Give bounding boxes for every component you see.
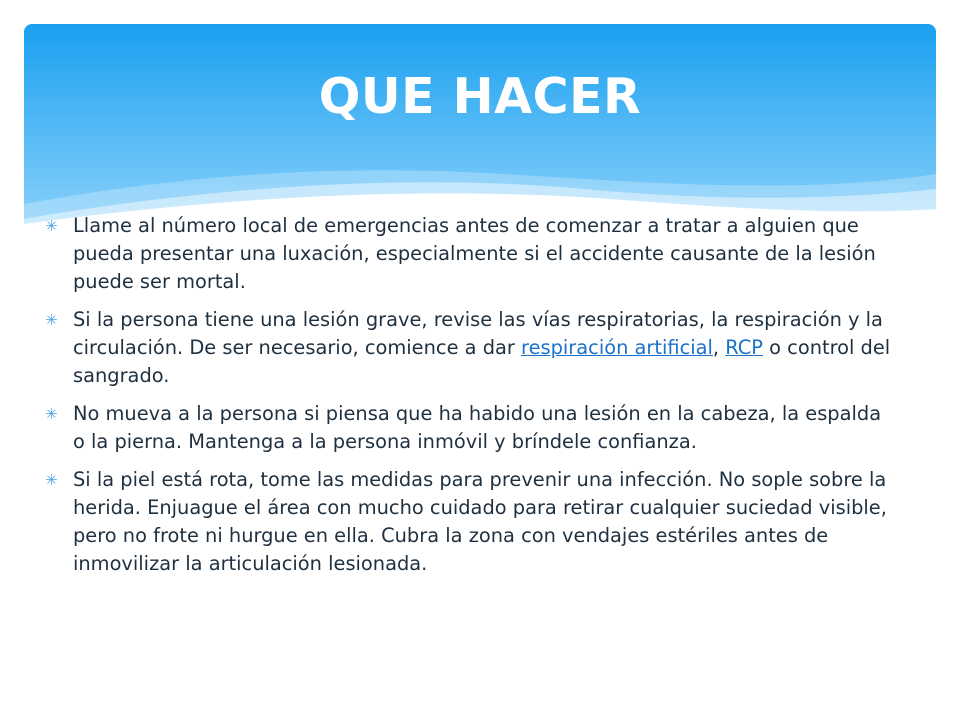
bullet-text: No mueva a la persona si piensa que ha habido una lesión en la cabeza, la espalda o la pierna. Mantenga a la persona inmóvil y bríndele confianza. — [73, 402, 882, 453]
slide-title: QUE HACER — [318, 68, 642, 125]
respiracion-artificial-link[interactable]: respiración artificial — [521, 336, 713, 359]
bullet-text-before: Si la persona tiene una lesión grave, revise las vías respiratorias, la respiración y la circulación. De ser necesario, comience a dar — [73, 308, 883, 359]
asterisk-bullet-icon: ✳ — [45, 217, 58, 235]
bullet-text-mid: , — [712, 336, 726, 359]
list-item — [45, 400, 895, 456]
bullet-text: Llame al número local de emergencias antes de comenzar a tratar a alguien que pueda presentar una luxación, especialmente si el accidente causante de la lesión puede ser mortal. — [73, 214, 876, 293]
bullet-text: Si la piel está rota, tome las medidas para prevenir una infección. No sople sobre la herida. Enjuague el área con mucho cuidado para retirar cualquier suciedad visible, pero no frote ni hurgue en ella. Cubra la zona con vendajes estériles antes de inmovilizar la articulación lesionada. — [73, 468, 887, 575]
list-item — [45, 306, 895, 390]
bullet-list — [45, 212, 895, 588]
asterisk-bullet-icon: ✳ — [45, 405, 58, 423]
rcp-link[interactable]: RCP — [725, 336, 763, 359]
asterisk-bullet-icon: ✳ — [45, 311, 58, 329]
header-wave-graphic — [24, 24, 936, 236]
list-item — [45, 212, 895, 296]
asterisk-bullet-icon: ✳ — [45, 471, 58, 489]
bullet-text-after: o control del sangrado. — [73, 336, 891, 387]
list-item — [45, 466, 895, 578]
header-banner — [24, 24, 936, 236]
